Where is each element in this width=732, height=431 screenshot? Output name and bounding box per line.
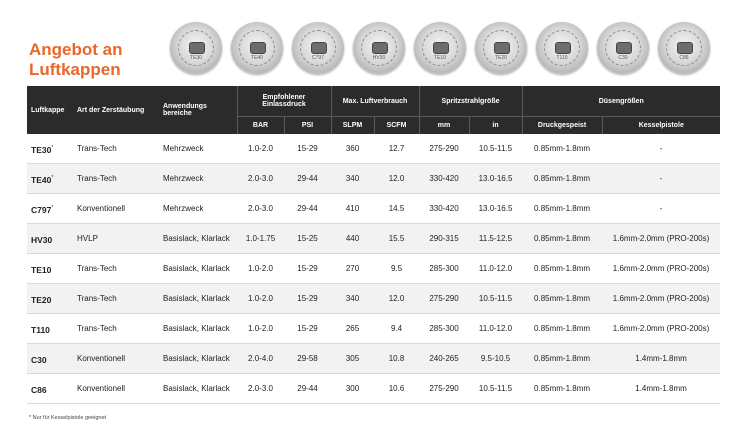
page-title (29, 40, 123, 80)
cell-in-text: 13.0-16.5 (478, 203, 513, 213)
cell-slpm-text: 340 (345, 173, 360, 183)
cell-psi (284, 314, 331, 344)
header-in: in (469, 117, 522, 135)
cell-anwendung (159, 374, 237, 404)
header-scfm: SCFM (374, 117, 419, 135)
air-cap-label: TE40 (251, 55, 263, 61)
air-cap-c86-icon (658, 22, 710, 74)
cell-slpm (331, 374, 374, 404)
cell-in (469, 164, 522, 194)
cell-scfm-text: 9.5 (390, 263, 403, 273)
header-kesselpistole: Kesselpistole (602, 117, 720, 135)
header-slpm: SLPM (331, 117, 374, 135)
cell-scfm (374, 134, 419, 164)
cell-slpm (331, 254, 374, 284)
cell-psi-text: 15-29 (297, 293, 318, 303)
table-row (27, 194, 720, 224)
cell-psi (284, 194, 331, 224)
cell-art (73, 134, 159, 164)
cell-in (469, 284, 522, 314)
header-bar: BAR (237, 117, 284, 135)
cell-scfm (374, 194, 419, 224)
cell-anwendung-text: Mehrzweck (163, 203, 204, 213)
cell-art-text: Trans-Tech (77, 143, 117, 153)
cell-druckgespeist-text: 0.85mm-1.8mm (534, 323, 591, 333)
cell-in (469, 224, 522, 254)
cell-druckgespeist (522, 164, 602, 194)
cell-in-text: 11.0-12.0 (478, 263, 513, 273)
nozzle-icon (372, 42, 388, 54)
cell-anwendung-text: Basislack, Klarlack (163, 263, 230, 273)
air-cap-label: C86 (679, 55, 689, 61)
cell-in-text: 11.5-12.5 (478, 233, 513, 243)
cell-in (469, 374, 522, 404)
cell-kesselpistole (602, 254, 720, 284)
cell-slpm (331, 314, 374, 344)
cell-scfm (374, 164, 419, 194)
cell-art (73, 224, 159, 254)
cell-luftkappe (27, 314, 73, 344)
table-row (27, 134, 720, 164)
cell-kesselpistole (602, 314, 720, 344)
cell-psi-text: 29-44 (297, 383, 318, 393)
cell-bar-text: 2.0-3.0 (248, 173, 273, 183)
cell-slpm-text: 410 (345, 203, 360, 213)
cell-mm-text: 275-290 (429, 383, 459, 393)
cell-scfm-text: 12.7 (388, 143, 405, 153)
cell-anwendung-text: Basislack, Klarlack (163, 323, 230, 333)
cell-scfm (374, 314, 419, 344)
cell-slpm-text: 305 (345, 353, 360, 363)
cell-psi-text: 29-58 (297, 353, 318, 363)
cell-kesselpistole-text: 1.4mm-1.8mm (635, 353, 687, 363)
air-cap-table (27, 86, 720, 404)
cell-anwendung (159, 254, 237, 284)
cell-mm-text: 275-290 (429, 293, 459, 303)
air-cap-c797-icon (292, 22, 344, 74)
cell-mm (419, 134, 469, 164)
cell-druckgespeist (522, 374, 602, 404)
cell-in (469, 254, 522, 284)
cell-kesselpistole-text: 1.6mm-2.0mm (PRO-200s) (612, 293, 710, 303)
cell-slpm (331, 164, 374, 194)
air-cap-label: TE20 (495, 55, 507, 61)
air-cap-te10-icon (414, 22, 466, 74)
cell-mm (419, 254, 469, 284)
cell-kesselpistole-text: - (659, 173, 663, 183)
cell-luftkappe-text: C30 (31, 354, 47, 365)
cell-anwendung-text: Basislack, Klarlack (163, 353, 230, 363)
cell-slpm (331, 344, 374, 374)
footnote-marker: * (51, 204, 54, 211)
header-duesen: Düsengrößen (522, 86, 720, 117)
cell-luftkappe-text: C86 (31, 384, 47, 395)
cell-slpm-text: 360 (345, 143, 360, 153)
nozzle-icon (494, 42, 510, 54)
cell-kesselpistole (602, 344, 720, 374)
cell-art-text: Konventionell (77, 383, 126, 393)
cell-kesselpistole (602, 284, 720, 314)
cell-bar-text: 1.0-2.0 (248, 293, 273, 303)
cell-slpm-text: 270 (345, 263, 360, 273)
nozzle-icon (677, 42, 693, 54)
cell-psi-text: 15-29 (297, 143, 318, 153)
cell-anwendung (159, 314, 237, 344)
header-einlassdruck: Empfohlener Einlassdruck (237, 86, 331, 117)
cell-scfm (374, 254, 419, 284)
cell-art (73, 164, 159, 194)
air-cap-label: HV30 (372, 55, 386, 61)
air-cap-c30-icon (597, 22, 649, 74)
cell-anwendung-text: Basislack, Klarlack (163, 233, 230, 243)
header-spritzstrahl: Spritzstrahlgröße (419, 86, 522, 117)
air-cap-te20-icon (475, 22, 527, 74)
cell-scfm (374, 224, 419, 254)
cell-slpm-text: 265 (345, 323, 360, 333)
air-cap-label: C30 (618, 55, 628, 61)
cell-bar-text: 1.0-2.0 (248, 263, 273, 273)
table-row (27, 164, 720, 194)
cell-mm-text: 285-300 (429, 263, 459, 273)
cell-scfm-text: 10.6 (388, 383, 405, 393)
header-mm: mm (419, 117, 469, 135)
nozzle-icon (189, 42, 205, 54)
page-title-line-1: Angebot an (29, 40, 123, 59)
cell-bar (237, 134, 284, 164)
cell-in (469, 344, 522, 374)
cell-in-text: 9.5-10.5 (480, 353, 511, 363)
cell-mm-text: 330-420 (429, 173, 459, 183)
header-luftkappe: Luftkappe (27, 86, 73, 134)
cell-mm (419, 164, 469, 194)
cell-psi (284, 254, 331, 284)
cell-bar (237, 314, 284, 344)
cell-art-text: Trans-Tech (77, 263, 117, 273)
cell-mm (419, 224, 469, 254)
cell-scfm (374, 284, 419, 314)
cell-luftkappe-text: TE30 (31, 144, 52, 155)
cell-bar (237, 284, 284, 314)
table-row (27, 344, 720, 374)
table-row (27, 374, 720, 404)
cell-luftkappe-text: TE10 (31, 264, 52, 275)
cell-kesselpistole-text: - (659, 203, 663, 213)
cell-slpm-text: 300 (345, 383, 360, 393)
cell-psi-text: 15-29 (297, 263, 318, 273)
cell-druckgespeist-text: 0.85mm-1.8mm (534, 173, 591, 183)
cell-psi (284, 224, 331, 254)
table-row (27, 284, 720, 314)
nozzle-icon (433, 42, 449, 54)
cell-slpm-text: 340 (345, 293, 360, 303)
cell-anwendung (159, 134, 237, 164)
cell-in-text: 10.5-11.5 (478, 293, 513, 303)
air-cap-hv30-icon (353, 22, 405, 74)
cell-scfm-text: 9.4 (390, 323, 403, 333)
cell-art (73, 284, 159, 314)
footnote-marker: * (51, 144, 54, 151)
air-cap-te30-icon (170, 22, 222, 74)
cell-anwendung (159, 344, 237, 374)
cell-psi-text: 29-44 (297, 173, 318, 183)
cell-kesselpistole-text: 1.4mm-1.8mm (635, 383, 687, 393)
air-cap-label: T110 (556, 55, 568, 61)
cell-psi (284, 164, 331, 194)
cell-bar-text: 2.0-3.0 (248, 383, 273, 393)
cell-art-text: Konventionell (77, 353, 126, 363)
cell-mm-text: 275-290 (429, 143, 459, 153)
cell-luftkappe-text: TE40 (31, 174, 52, 185)
cell-anwendung-text: Basislack, Klarlack (163, 293, 230, 303)
cell-psi (284, 344, 331, 374)
cell-anwendung (159, 164, 237, 194)
air-cap-te40-icon (231, 22, 283, 74)
air-cap-label: TE30 (190, 55, 202, 61)
cell-art-text: HVLP (77, 233, 98, 243)
cell-druckgespeist (522, 344, 602, 374)
cell-psi-text: 29-44 (297, 203, 318, 213)
table-row (27, 254, 720, 284)
cell-anwendung (159, 194, 237, 224)
cell-druckgespeist (522, 134, 602, 164)
cell-anwendung (159, 224, 237, 254)
cell-druckgespeist-text: 0.85mm-1.8mm (534, 233, 591, 243)
cell-druckgespeist (522, 194, 602, 224)
footnote-marker: * (51, 174, 54, 181)
cell-art-text: Konventionell (77, 203, 126, 213)
cell-art (73, 374, 159, 404)
cell-druckgespeist-text: 0.85mm-1.8mm (534, 263, 591, 273)
cell-druckgespeist (522, 284, 602, 314)
cell-bar-text: 1.0-2.0 (248, 143, 273, 153)
header-art: Art der Zerstäubung (73, 86, 159, 134)
cell-kesselpistole (602, 194, 720, 224)
header-luftverbrauch: Max. Luftverbrauch (331, 86, 419, 117)
cell-luftkappe-text: TE20 (31, 294, 52, 305)
cell-druckgespeist-text: 0.85mm-1.8mm (534, 203, 591, 213)
air-cap-t110-icon (536, 22, 588, 74)
cell-anwendung-text: Mehrzweck (163, 173, 204, 183)
cell-kesselpistole-text: - (659, 143, 663, 153)
cell-in (469, 194, 522, 224)
cell-anwendung-text: Mehrzweck (163, 143, 204, 153)
cell-bar (237, 194, 284, 224)
cell-luftkappe (27, 344, 73, 374)
cell-slpm (331, 134, 374, 164)
nozzle-icon (250, 42, 266, 54)
header-druckgespeist: Druckgespeist (522, 117, 602, 135)
air-cap-label: TE10 (434, 55, 446, 61)
cell-slpm (331, 284, 374, 314)
cell-luftkappe-text: HV30 (31, 234, 53, 245)
nozzle-icon (616, 42, 632, 54)
cell-slpm (331, 224, 374, 254)
cell-kesselpistole (602, 164, 720, 194)
cell-mm (419, 194, 469, 224)
cell-psi (284, 284, 331, 314)
cell-psi-text: 15-29 (297, 323, 318, 333)
cell-art-text: Trans-Tech (77, 323, 117, 333)
cell-bar (237, 224, 284, 254)
cell-in-text: 10.5-11.5 (478, 383, 513, 393)
cell-luftkappe (27, 224, 73, 254)
cell-scfm-text: 15.5 (388, 233, 405, 243)
nozzle-icon (311, 42, 327, 54)
cell-kesselpistole-text: 1.6mm-2.0mm (PRO-200s) (612, 323, 710, 333)
cell-mm (419, 314, 469, 344)
cell-in-text: 10.5-11.5 (478, 143, 513, 153)
cell-druckgespeist (522, 254, 602, 284)
cell-mm (419, 284, 469, 314)
cell-druckgespeist-text: 0.85mm-1.8mm (534, 143, 591, 153)
cell-slpm-text: 440 (345, 233, 360, 243)
cell-bar (237, 344, 284, 374)
cell-art (73, 344, 159, 374)
cell-druckgespeist (522, 314, 602, 344)
footnote: * Nur für Kesselpistole geeignet (29, 415, 107, 421)
cell-scfm-text: 12.0 (388, 173, 405, 183)
cell-bar (237, 374, 284, 404)
cell-druckgespeist-text: 0.85mm-1.8mm (534, 383, 591, 393)
cell-slpm (331, 194, 374, 224)
cell-art (73, 314, 159, 344)
cell-luftkappe (27, 164, 73, 194)
cell-mm (419, 344, 469, 374)
cell-bar-text: 1.0-2.0 (248, 323, 273, 333)
cell-in (469, 314, 522, 344)
air-cap-gallery (170, 20, 722, 78)
air-cap-label: C797 (312, 55, 324, 61)
cell-luftkappe-text: T110 (31, 324, 50, 335)
page-title-line-2: Luftkappen (29, 60, 121, 79)
nozzle-icon (555, 42, 571, 54)
cell-mm (419, 374, 469, 404)
cell-psi (284, 134, 331, 164)
table-body (27, 134, 720, 404)
cell-bar (237, 164, 284, 194)
cell-kesselpistole (602, 134, 720, 164)
cell-anwendung (159, 284, 237, 314)
cell-art (73, 194, 159, 224)
cell-bar-text: 2.0-4.0 (248, 353, 273, 363)
cell-druckgespeist-text: 0.85mm-1.8mm (534, 293, 591, 303)
cell-scfm (374, 374, 419, 404)
cell-art-text: Trans-Tech (77, 173, 117, 183)
cell-scfm (374, 344, 419, 374)
cell-mm-text: 330-420 (429, 203, 459, 213)
cell-bar (237, 254, 284, 284)
cell-art-text: Trans-Tech (77, 293, 117, 303)
cell-luftkappe-text: C797 (31, 204, 52, 215)
cell-luftkappe (27, 254, 73, 284)
cell-in (469, 134, 522, 164)
cell-luftkappe (27, 194, 73, 224)
cell-art (73, 254, 159, 284)
header-psi: PSI (284, 117, 331, 135)
cell-kesselpistole (602, 374, 720, 404)
cell-kesselpistole-text: 1.6mm-2.0mm (PRO-200s) (612, 233, 710, 243)
cell-kesselpistole-text: 1.6mm-2.0mm (PRO-200s) (612, 263, 710, 273)
cell-luftkappe (27, 284, 73, 314)
cell-in-text: 11.0-12.0 (478, 323, 513, 333)
cell-scfm-text: 10.8 (388, 353, 405, 363)
cell-luftkappe (27, 134, 73, 164)
cell-mm-text: 240-265 (429, 353, 459, 363)
table-row (27, 314, 720, 344)
cell-mm-text: 285-300 (429, 323, 459, 333)
cell-scfm-text: 12.0 (388, 293, 405, 303)
cell-druckgespeist (522, 224, 602, 254)
cell-mm-text: 290-315 (429, 233, 459, 243)
cell-psi-text: 15-25 (297, 233, 318, 243)
cell-scfm-text: 14.5 (388, 203, 405, 213)
cell-luftkappe (27, 374, 73, 404)
cell-psi (284, 374, 331, 404)
cell-anwendung-text: Basislack, Klarlack (163, 383, 230, 393)
table-row (27, 224, 720, 254)
cell-bar-text: 2.0-3.0 (248, 203, 273, 213)
header-anwendung: Anwendungs bereiche (159, 86, 237, 134)
cell-druckgespeist-text: 0.85mm-1.8mm (534, 353, 591, 363)
cell-in-text: 13.0-16.5 (478, 173, 513, 183)
cell-kesselpistole (602, 224, 720, 254)
cell-bar-text: 1.0-1.75 (245, 233, 276, 243)
